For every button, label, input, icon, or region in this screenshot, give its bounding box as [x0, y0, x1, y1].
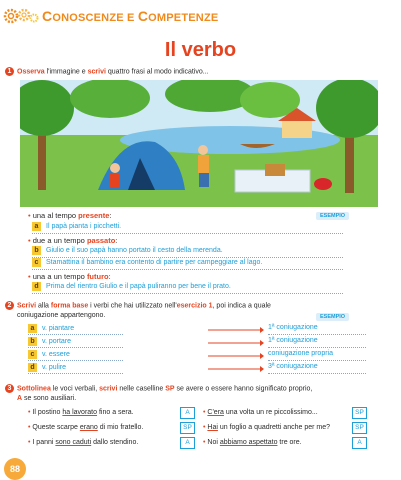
answer-letter: b: [32, 246, 41, 255]
arrow-icon: [208, 327, 264, 333]
sentence: • Hai un foglio a quadretti anche per me?: [203, 424, 330, 431]
answer-box[interactable]: SP: [352, 407, 367, 419]
answer-letter: a: [28, 324, 37, 333]
answer-letter: d: [28, 363, 37, 372]
prompt-passato: • due a un tempo passato:: [28, 236, 118, 245]
exercise-1-instruction: 1 Osserva l'immagine e scrivi quattro frasi al modo indicativo...: [5, 67, 209, 77]
answer-box[interactable]: A: [180, 437, 195, 449]
exercise-2-instruction: 2 Scrivi alla forma base i verbi che hai utilizzato nell'esercizio 1, poi indica a quale coniugazione appartengono.: [5, 301, 385, 321]
sentence: • I panni sono caduti dallo stendino.: [28, 439, 139, 446]
answer-line[interactable]: c Stamattina il bambino era contento di partire per campeggiare al lago.: [32, 258, 343, 270]
exercise-number: 2: [5, 301, 14, 310]
esempio-badge: ESEMPIO: [316, 313, 349, 321]
answer-letter: d: [32, 282, 41, 291]
exercise-number: 1: [5, 67, 14, 76]
section-title: CONOSCENZE E COMPETENZE: [42, 8, 219, 24]
answer-box[interactable]: A: [352, 437, 367, 449]
answer-letter: c: [32, 258, 41, 267]
answer-box[interactable]: A: [180, 407, 195, 419]
answer-line[interactable]: d Prima del rientro Giulio e il papà puliranno per bene il prato.: [32, 282, 343, 294]
gears-icon: [2, 6, 40, 26]
answer-letter: c: [28, 350, 37, 359]
prompt-presente: • una al tempo presente:: [28, 211, 112, 220]
answer-box[interactable]: SP: [180, 422, 195, 434]
answer-line[interactable]: b Giulio e il suo papà hanno portato il cesto della merenda.: [32, 246, 343, 258]
answer-letter: a: [32, 222, 41, 231]
sentence: • Queste scarpe erano di mio fratello.: [28, 424, 144, 431]
camping-illustration: [20, 80, 378, 207]
arrow-icon: [208, 340, 264, 346]
sentence: • C'era una volta un re piccolissimo...: [203, 409, 318, 416]
answer-box[interactable]: SP: [352, 422, 367, 434]
exercise-3-instruction: 3 Sottolinea le voci verbali, scrivi nelle caselline SP se avere o essere hanno significato proprio, A se sono ausiliari.: [5, 384, 390, 404]
sentence: • Noi abbiamo aspettato tre ore.: [203, 439, 302, 446]
page-number: 88: [4, 458, 26, 480]
esempio-badge: ESEMPIO: [316, 212, 349, 220]
sentence: • Il postino ha lavorato fino a sera.: [28, 409, 134, 416]
page-title: Il verbo: [164, 39, 237, 61]
prompt-futuro: • una a un tempo futuro:: [28, 272, 111, 281]
arrow-icon: [208, 353, 264, 359]
arrow-icon: [208, 366, 264, 372]
exercise-number: 3: [5, 384, 14, 393]
answer-letter: b: [28, 337, 37, 346]
answer-line[interactable]: a Il papà pianta i picchetti.: [32, 222, 343, 234]
